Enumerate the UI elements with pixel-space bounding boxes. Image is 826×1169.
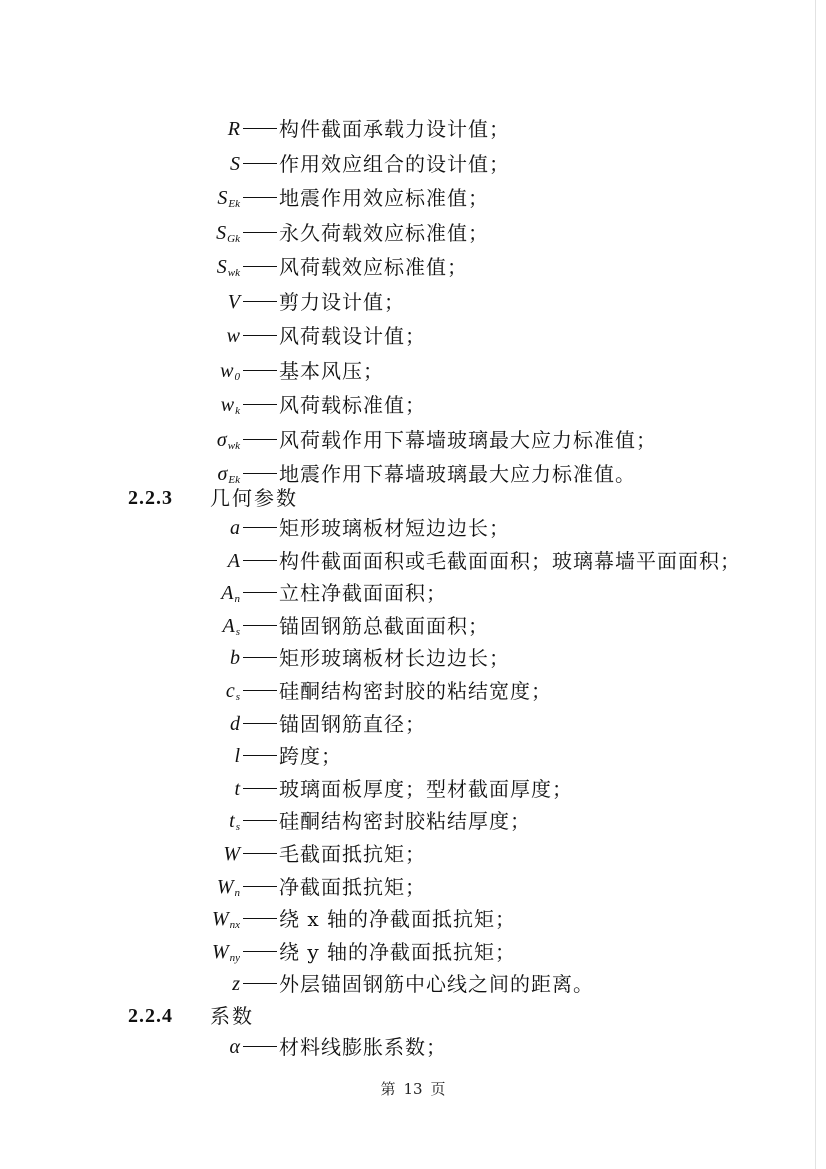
symbol-entry xyxy=(0,740,780,772)
symbol xyxy=(180,182,240,220)
symbol-entry xyxy=(0,320,780,352)
symbol-subscript: nx xyxy=(229,919,240,932)
em-dash-separator xyxy=(243,592,277,593)
symbol-entry xyxy=(0,610,780,642)
symbol-description: 锚固钢筋直径； xyxy=(279,711,426,736)
section-number: 2.2.4 xyxy=(128,1005,173,1027)
symbol-letter: a xyxy=(230,517,240,539)
em-dash-separator xyxy=(243,853,277,854)
symbol-description: 立柱净截面面积； xyxy=(279,581,447,606)
symbol-entry xyxy=(0,675,780,707)
symbol-description: 矩形玻璃板材短边边长； xyxy=(279,516,510,540)
symbol-letter: A xyxy=(221,582,234,605)
symbol-description: 风荷载效应标准值； xyxy=(279,255,468,279)
symbol-letter: α xyxy=(229,1036,240,1058)
symbol xyxy=(180,512,240,544)
symbol-letter: S xyxy=(216,221,227,244)
symbol xyxy=(180,708,240,740)
symbol-subscript: Ek xyxy=(228,198,240,210)
symbol xyxy=(180,968,240,1000)
symbol-subscript: Gk xyxy=(227,232,240,245)
symbol-letter: V xyxy=(227,290,240,313)
symbol-description: 风荷载作用下幕墙玻璃最大应力标准值； xyxy=(279,427,657,452)
symbol-letter: w xyxy=(226,325,240,347)
symbol-entry xyxy=(0,1031,780,1063)
symbol-subscript: n xyxy=(234,886,240,899)
section-title: 几何参数 xyxy=(210,486,298,510)
page-edge xyxy=(815,0,816,1169)
symbol-description: 构件截面承载力设计值； xyxy=(279,117,510,141)
symbol-description: 永久荷载效应标准值； xyxy=(279,220,489,245)
section-title: 系数 xyxy=(210,1004,254,1028)
symbol xyxy=(180,1031,240,1063)
em-dash-separator xyxy=(243,690,277,691)
em-dash-separator xyxy=(243,266,277,267)
symbol-letter: W xyxy=(211,940,229,963)
em-dash-separator xyxy=(243,163,277,164)
symbol xyxy=(180,320,240,352)
em-dash-separator xyxy=(243,128,277,129)
em-dash-separator xyxy=(243,983,277,984)
symbol-description: 作用效应组合的设计值； xyxy=(279,151,510,176)
symbol xyxy=(180,545,240,577)
symbol-entry xyxy=(0,217,780,249)
symbol-description: 风荷载标准值； xyxy=(279,393,426,417)
symbol-description: 剪力设计值； xyxy=(279,289,405,314)
symbol-entry xyxy=(0,545,780,577)
symbol-description: 锚固钢筋总截面面积； xyxy=(279,613,489,638)
em-dash-separator xyxy=(243,560,277,561)
symbol-entry xyxy=(0,773,780,805)
symbol xyxy=(180,355,240,393)
section-number: 2.2.3 xyxy=(128,487,173,509)
em-dash-separator xyxy=(243,232,277,233)
em-dash-separator xyxy=(243,918,277,919)
em-dash-separator xyxy=(243,723,277,724)
symbol xyxy=(180,740,240,772)
symbol-letter: σ xyxy=(217,463,228,485)
symbol-letter: t xyxy=(234,777,240,800)
symbol-letter: σ xyxy=(216,428,227,451)
em-dash-separator xyxy=(243,301,277,302)
symbol-entry xyxy=(0,251,780,283)
section-heading xyxy=(0,482,780,514)
em-dash-separator xyxy=(243,404,277,405)
symbol-letter: w xyxy=(220,394,235,416)
symbol xyxy=(180,424,240,462)
symbol-subscript: ny xyxy=(229,951,240,964)
symbol-entry xyxy=(0,708,780,740)
symbol-entry xyxy=(0,355,780,387)
symbol-entry xyxy=(0,642,780,674)
symbol-entry xyxy=(0,968,780,1000)
symbol xyxy=(180,217,240,255)
symbol-letter: d xyxy=(230,712,240,735)
symbol-entry xyxy=(0,182,780,214)
page-number: 13 xyxy=(403,1080,423,1098)
symbol xyxy=(180,642,240,674)
symbol xyxy=(180,389,240,427)
em-dash-separator xyxy=(243,473,277,474)
symbol-subscript: s xyxy=(235,691,240,703)
symbol xyxy=(180,773,240,805)
em-dash-separator xyxy=(243,1046,277,1047)
symbol-letter: S xyxy=(230,152,240,175)
symbol-entry xyxy=(0,838,780,870)
symbol-letter: b xyxy=(230,647,240,670)
symbol-subscript: s xyxy=(235,821,240,834)
em-dash-separator xyxy=(243,625,277,626)
symbol-description: 玻璃面板厚度；型材截面厚度； xyxy=(279,776,573,801)
symbol-entry xyxy=(0,424,780,456)
symbol-description: 风荷载设计值； xyxy=(279,324,426,348)
symbol-entry xyxy=(0,805,780,837)
symbol-entry xyxy=(0,871,780,903)
symbol-letter: R xyxy=(227,118,240,140)
symbol-letter: S xyxy=(216,256,227,278)
symbol-description: 跨度； xyxy=(279,744,342,769)
symbol-letter: l xyxy=(234,745,240,768)
symbol-entry xyxy=(0,389,780,421)
symbol-letter: t xyxy=(229,810,235,833)
symbol-entry xyxy=(0,903,780,935)
symbol-letter: W xyxy=(223,843,240,865)
symbol-letter: A xyxy=(227,549,240,572)
symbol-letter: z xyxy=(232,973,240,996)
symbol-description: 外层锚固钢筋中心线之间的距离。 xyxy=(279,972,594,997)
symbol-description: 地震作用下幕墙玻璃最大应力标准值。 xyxy=(279,462,636,486)
symbol-subscript: n xyxy=(234,593,240,606)
symbol xyxy=(180,838,240,870)
symbol-subscript: 0 xyxy=(234,370,240,383)
symbol xyxy=(180,251,240,289)
symbol-letter: W xyxy=(216,875,234,898)
symbol-description: 绕 y 轴的净截面抵抗矩； xyxy=(279,939,517,964)
symbol-subscript: s xyxy=(235,625,240,638)
symbol-description: 材料线膨胀系数； xyxy=(279,1035,447,1059)
symbol xyxy=(180,286,240,318)
symbol-entry xyxy=(0,512,780,544)
symbol-description: 净截面抵抗矩； xyxy=(279,874,426,899)
em-dash-separator xyxy=(243,439,277,440)
symbol-description: 硅酮结构密封胶的粘结宽度； xyxy=(279,679,552,703)
symbol-subscript: k xyxy=(235,405,240,417)
em-dash-separator xyxy=(243,788,277,789)
em-dash-separator xyxy=(243,335,277,336)
footer-prefix: 第 xyxy=(380,1080,396,1098)
symbol-description: 硅酮结构密封胶粘结厚度； xyxy=(279,809,531,834)
symbol-description: 毛截面抵抗矩； xyxy=(279,842,426,866)
em-dash-separator xyxy=(243,370,277,371)
symbol-letter: W xyxy=(211,908,229,931)
symbol-subscript: wk xyxy=(227,439,240,452)
symbol-entry xyxy=(0,113,780,145)
symbol-description: 绕 x 轴的净截面抵抗矩； xyxy=(279,907,516,932)
symbol-entry xyxy=(0,936,780,968)
symbol-entry xyxy=(0,148,780,180)
symbol-letter: S xyxy=(217,187,228,209)
page-footer xyxy=(0,1078,826,1099)
symbol-description: 构件截面面积或毛截面面积；玻璃幕墙平面面积； xyxy=(279,548,741,573)
symbol-description: 基本风压； xyxy=(279,358,384,383)
em-dash-separator xyxy=(243,197,277,198)
em-dash-separator xyxy=(243,657,277,658)
em-dash-separator xyxy=(243,755,277,756)
symbol xyxy=(180,113,240,145)
symbol-subscript: wk xyxy=(227,267,240,279)
symbol-subscript: Ek xyxy=(228,474,240,486)
em-dash-separator xyxy=(243,951,277,952)
symbol-letter: A xyxy=(222,614,235,637)
symbol-description: 矩形玻璃板材长边边长； xyxy=(279,646,510,671)
symbol xyxy=(180,148,240,180)
symbol-letter: c xyxy=(225,680,235,702)
symbol-letter: w xyxy=(220,359,234,382)
section-heading xyxy=(0,1000,780,1032)
em-dash-separator xyxy=(243,527,277,528)
em-dash-separator xyxy=(243,820,277,821)
symbol-entry xyxy=(0,286,780,318)
footer-suffix: 页 xyxy=(430,1080,446,1098)
symbol-description: 地震作用效应标准值； xyxy=(279,186,489,210)
em-dash-separator xyxy=(243,886,277,887)
symbol-entry xyxy=(0,577,780,609)
